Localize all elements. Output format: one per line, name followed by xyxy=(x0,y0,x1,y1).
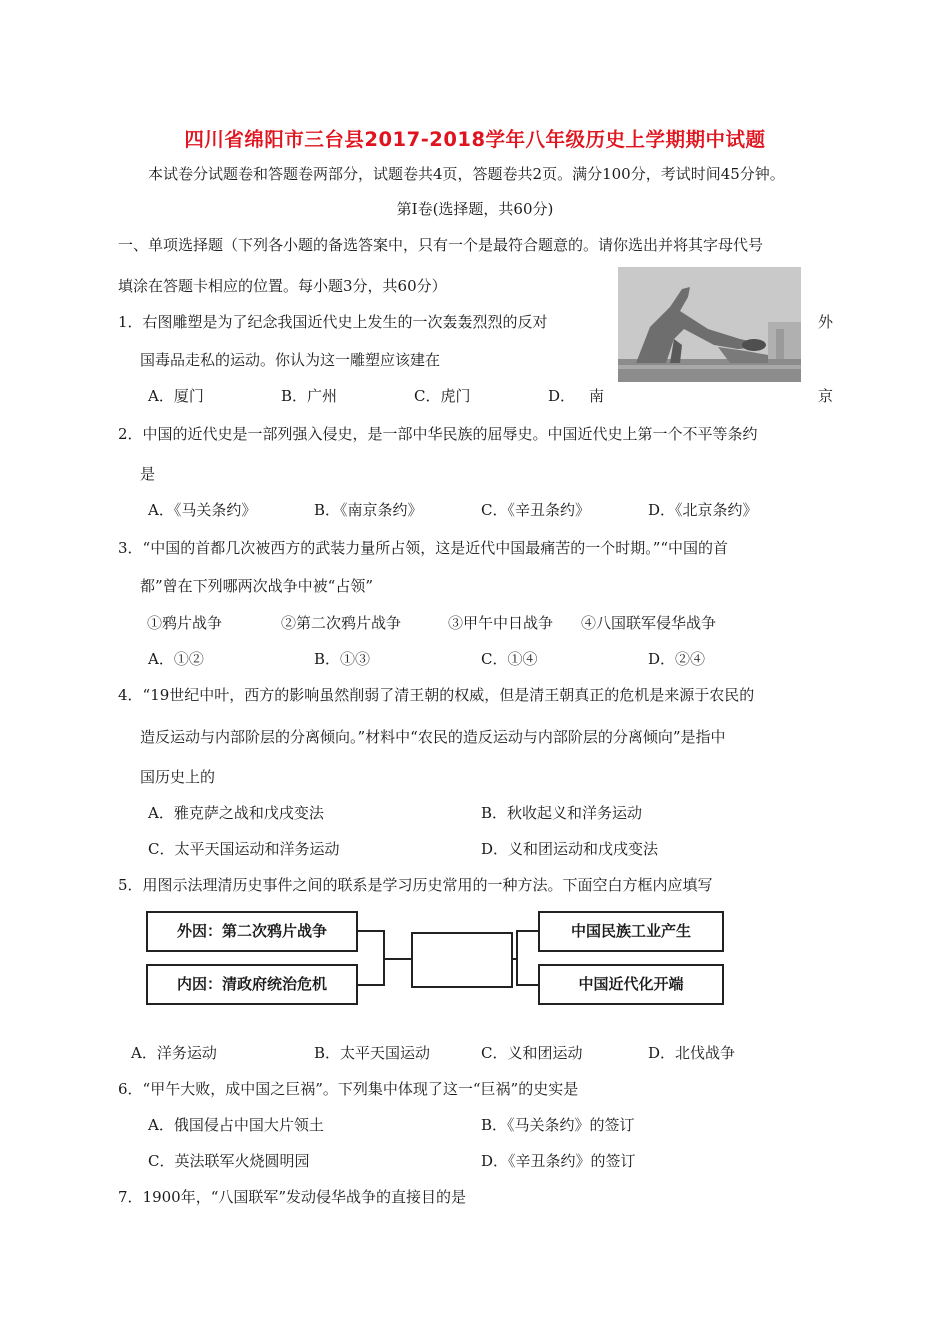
q3-item-3: ③甲午中日战争 xyxy=(448,614,554,632)
q2-option-c: C．《辛丑条约》 xyxy=(481,501,590,519)
q1-stem-line-1: 1．右图雕塑是为了纪念我国近代史上发生的一次轰轰烈烈的反对 xyxy=(118,313,548,331)
sculpture-photo xyxy=(618,267,801,382)
sculpture-illustration xyxy=(618,267,801,382)
q5-stem-line-1: 5．用图示法理清历史事件之间的联系是学习历史常用的一种方法。下面空白方框内应填写 xyxy=(118,876,713,894)
q4-stem-line-1: 4．“19世纪中叶，西方的影响虽然削弱了清王朝的权威，但是清王朝真正的危机是来源于农民的 xyxy=(118,686,755,704)
q2-stem-line-2: 是 xyxy=(140,465,156,483)
section-title: 第Ⅰ卷(选择题，共60分) xyxy=(396,200,554,218)
q4-option-b: B．秋收起义和洋务运动 xyxy=(481,804,643,822)
diagram-box-modernization-start: 中国近代化开端 xyxy=(538,964,724,1005)
q5-option-d: D．北伐战争 xyxy=(648,1044,736,1062)
q1-stem-line-2: 国毒品走私的运动。你认为这一雕塑应该建在 xyxy=(140,351,441,369)
q3-option-a: A．①② xyxy=(148,650,204,668)
q4-option-d: D．义和团运动和戊戌变法 xyxy=(481,840,659,858)
page-title: 四川省绵阳市三台县2017-2018学年八年级历史上学期期中试题 xyxy=(184,128,766,151)
diagram-connector xyxy=(516,984,539,986)
q1-option-a: A．厦门 xyxy=(148,387,204,405)
q1-option-d: D． xyxy=(548,387,576,405)
q6-option-a: A．俄国侵占中国大片领土 xyxy=(148,1116,324,1134)
q3-stem-line-1: 3．“中国的首都几次被西方的武装力量所占领，这是近代中国最痛苦的一个时期。”“中国的首 xyxy=(118,539,729,557)
q2-option-a: A．《马关条约》 xyxy=(148,501,257,519)
q3-option-c: C．①④ xyxy=(481,650,538,668)
q5-option-b: B．太平天国运动 xyxy=(314,1044,431,1062)
instructions-line-1: 一、单项选择题（下列各小题的备选答案中，只有一个是最符合题意的。请你选出并将其字母代号 xyxy=(118,236,764,254)
q3-option-b: B．①③ xyxy=(314,650,371,668)
diagram-box-national-industry: 中国民族工业产生 xyxy=(538,911,724,952)
q1-option-d-part-3: 京 xyxy=(818,387,834,405)
q5-option-c: C．义和团运动 xyxy=(481,1044,583,1062)
q6-option-b: B．《马关条约》的签订 xyxy=(481,1116,635,1134)
q3-option-d: D．②④ xyxy=(648,650,706,668)
diagram-connector xyxy=(516,930,539,932)
q6-option-c: C．英法联军火烧圆明园 xyxy=(148,1152,310,1170)
q1-stem-line-1-end: 外 xyxy=(818,313,834,331)
diagram-box-blank xyxy=(411,932,513,988)
q4-option-a: A．雅克萨之战和戊戌变法 xyxy=(148,804,324,822)
q7-stem-line-1: 7．1900年，“八国联军”发动侵华战争的直接目的是 xyxy=(118,1188,467,1206)
diagram-connector xyxy=(357,984,384,986)
diagram-box-external-cause: 外因：第二次鸦片战争 xyxy=(146,911,358,952)
diagram-connector xyxy=(516,930,518,986)
q3-item-4: ④八国联军侵华战争 xyxy=(581,614,717,632)
q2-stem-line-1: 2．中国的近代史是一部列强入侵史，是一部中华民族的屈辱史。中国近代史上第一个不平等条约 xyxy=(118,425,758,443)
q1-option-b: B．广州 xyxy=(281,387,338,405)
diagram-box-internal-cause: 内因：清政府统治危机 xyxy=(146,964,358,1005)
q4-option-c: C．太平天国运动和洋务运动 xyxy=(148,840,340,858)
q6-stem-line-1: 6．“甲午大败，成中国之巨祸”。下列集中体现了这一“巨祸”的史实是 xyxy=(118,1080,579,1098)
instructions-line-2: 填涂在答题卡相应的位置。每小题3分，共60分） xyxy=(118,277,447,295)
exam-intro: 本试卷分试题卷和答题卷两部分，试题卷共4页，答题卷共2页。满分100分，考试时间45分钟。 xyxy=(148,165,785,183)
q3-item-1: ①鸦片战争 xyxy=(147,614,223,632)
q4-stem-line-3: 国历史上的 xyxy=(140,768,216,786)
q1-option-d-part-2: 南 xyxy=(589,387,605,405)
q5-option-a: A．洋务运动 xyxy=(131,1044,217,1062)
q4-stem-line-2: 造反运动与内部阶层的分离倾向。”材料中“农民的造反运动与内部阶层的分离倾向”是指中 xyxy=(140,728,726,746)
diagram-connector xyxy=(383,958,412,960)
diagram-connector xyxy=(357,930,384,932)
q3-stem-line-2: 都”曾在下列哪两次战争中被“占领” xyxy=(140,577,374,595)
q6-option-d: D．《辛丑条约》的签订 xyxy=(481,1152,636,1170)
q1-option-c: C．虎门 xyxy=(414,387,471,405)
q2-option-b: B．《南京条约》 xyxy=(314,501,423,519)
q2-option-d: D．《北京条约》 xyxy=(648,501,758,519)
q3-item-2: ②第二次鸦片战争 xyxy=(281,614,402,632)
